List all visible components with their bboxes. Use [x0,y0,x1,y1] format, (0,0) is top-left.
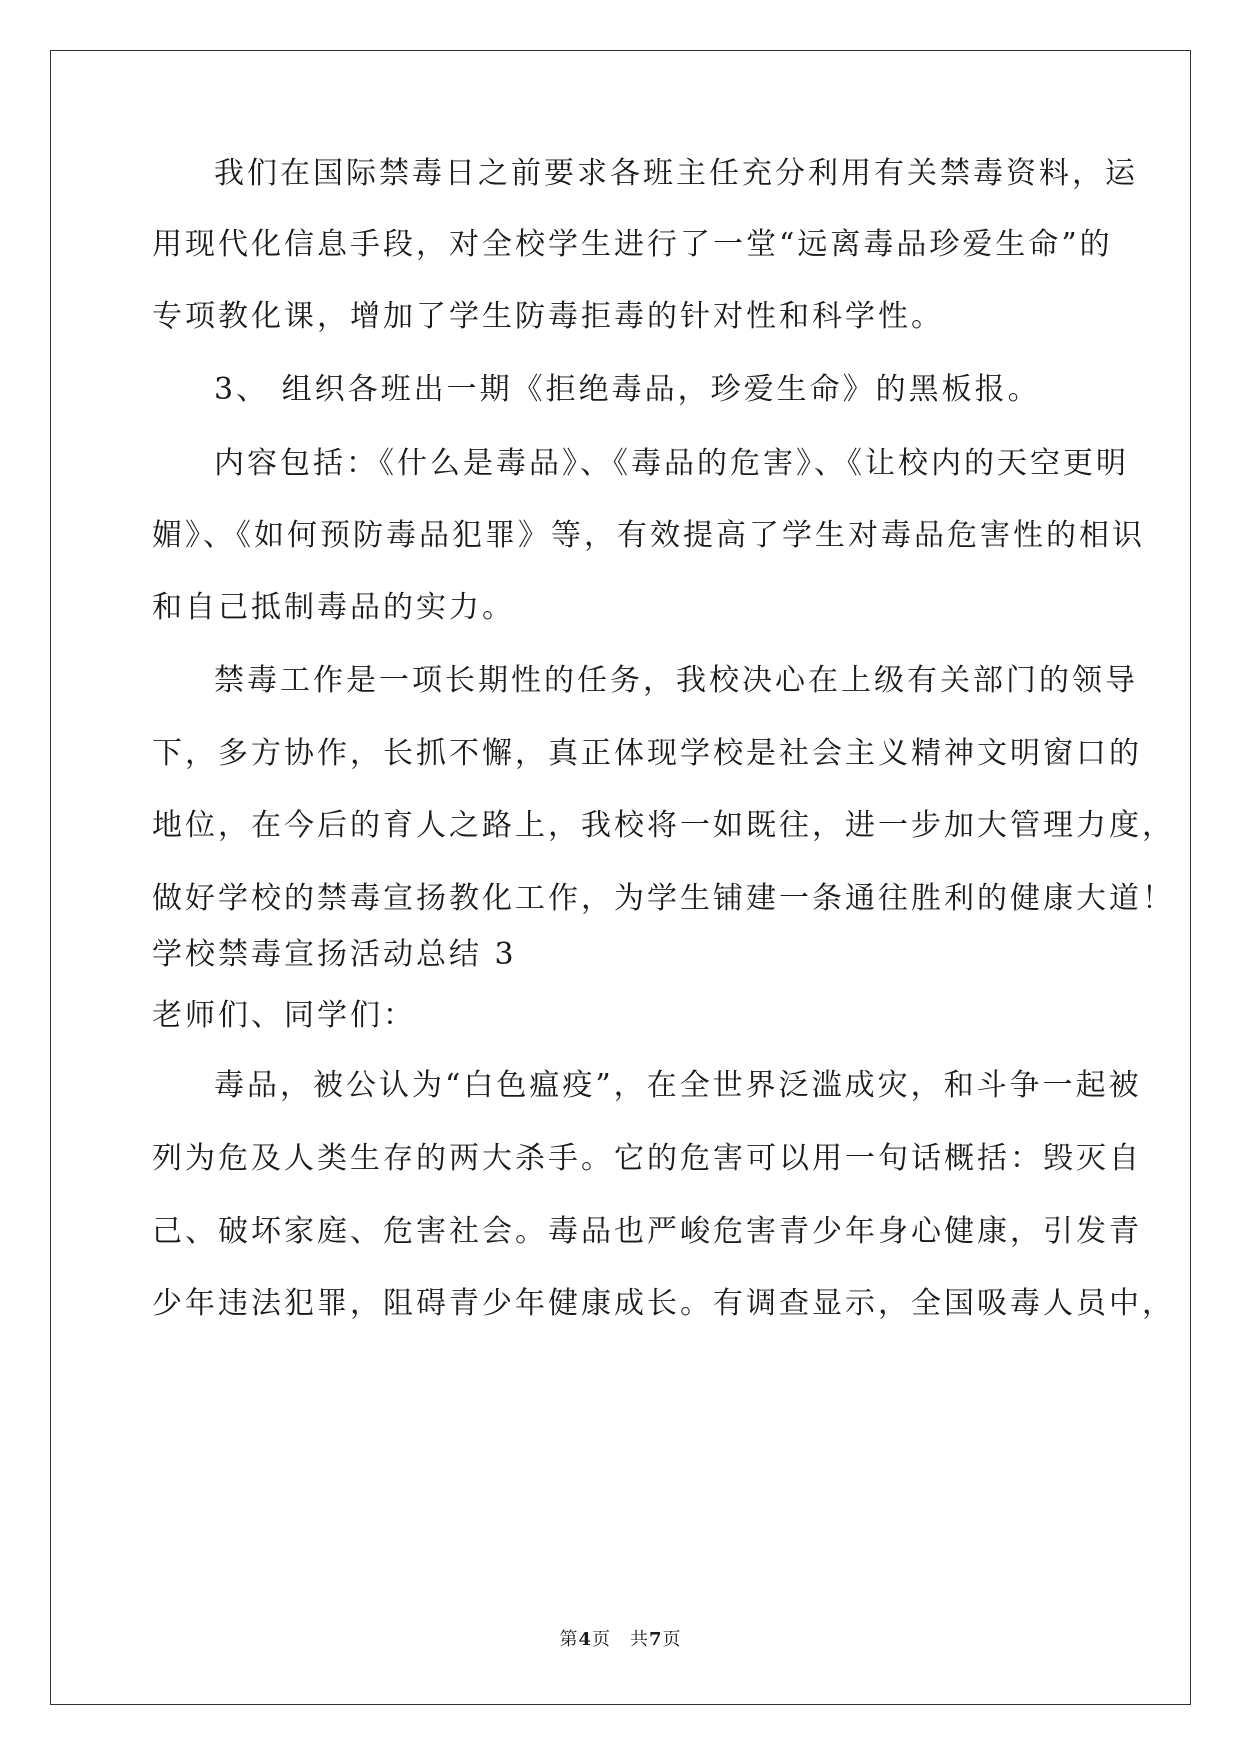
paragraph-line: 禁毒工作是一项长期性的任务，我校决心在上级有关部门的领导 [214,663,1138,698]
paragraph-line: 用现代化信息手段，对全校学生进行了一堂“远离毒品珍爱生命”的 [152,227,1113,262]
paragraph-line: 媚》、《如何预防毒品犯罪》等，有效提高了学生对毒品危害性的相识 [152,518,1145,553]
paragraph-line: 做好学校的禁毒宣扬教化工作，为学生铺建一条通往胜利的健康大道！ [152,881,1175,916]
salutation: 老师们、同学们： [152,998,416,1033]
paragraph-line: 少年违法犯罪，阻碍青少年健康成长。有调查显示，全国吸毒人员中， [152,1286,1175,1321]
paragraph-line: 地位，在今后的育人之路上，我校将一如既往，进一步加大管理力度， [152,808,1175,843]
footer-mid: 页 共 [592,1629,649,1650]
page-footer [0,1628,1241,1652]
paragraph-line: 内容包括：《什么是毒品》、《毒品的危害》、《让校内的天空更明 [214,446,1129,481]
paragraph-line: 己、破坏家庭、危害社会。毒品也严峻危害青少年身心健康，引发青 [152,1214,1142,1249]
paragraph-line: 专项教化课，增加了学生防毒拒毒的针对性和科学性。 [152,299,944,334]
total-page-count: 7 [649,1629,663,1650]
paragraph-line: 毒品，被公认为“白色瘟疫”，在全世界泛滥成灾，和斗争一起被 [214,1068,1142,1103]
paragraph-line: 下，多方协作，长抓不懈，真正体现学校是社会主义精神文明窗口的 [152,736,1142,771]
paragraph-line: 我们在国际禁毒日之前要求各班主任充分利用有关禁毒资料，运 [214,156,1138,191]
footer-suffix: 页 [662,1629,682,1650]
paragraph-line: 列为危及人类生存的两大杀手。它的危害可以用一句话概括：毁灭自 [152,1141,1142,1176]
paragraph-line: 3、 组织各班出一期《拒绝毒品，珍爱生命》的黑板报。 [214,372,1041,407]
footer-prefix: 第 [559,1629,579,1650]
current-page-number: 4 [578,1629,592,1650]
section-heading: 学校禁毒宣扬活动总结 3 [152,937,517,972]
paragraph-line: 和自己抵制毒品的实力。 [152,590,515,625]
